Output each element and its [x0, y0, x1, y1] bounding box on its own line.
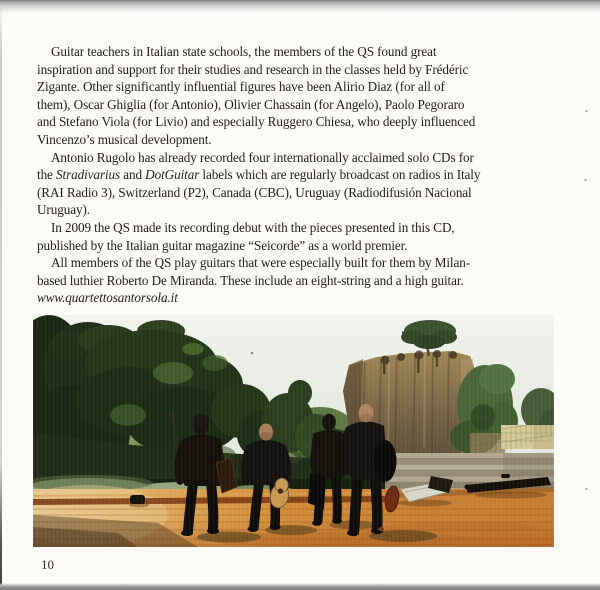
text-segment: All members of the QS play guitars that were especially built for them by Milan- [51, 255, 471, 271]
text-line [37, 166, 547, 184]
band-photo-illustration [33, 315, 554, 547]
text-line [37, 272, 547, 290]
text-segment: them), Oscar Ghiglia (for Antonio), Olivier Chassain (for Angelo), Paolo Pegoraro [37, 96, 465, 112]
text-segment: the [37, 167, 57, 183]
text-line [37, 96, 547, 114]
text-segment: Zigante. Other significantly influential figures have been Alirio Diaz (for all of [37, 79, 445, 95]
text-segment: Guitar teachers in Italian state schools, the members of the QS found great [51, 44, 437, 59]
text-line [37, 184, 547, 202]
text-segment: Stradivarius [56, 167, 121, 183]
text-line [37, 113, 547, 131]
text-segment: www.quartettosantorsola.it [37, 290, 178, 306]
text-line [37, 61, 547, 79]
text-segment: based luthier Roberto De Miranda. These include an eight-string and a high guitar. [37, 272, 464, 288]
text-segment: and [120, 167, 146, 183]
text-segment: Uruguay). [37, 202, 90, 218]
backpack [374, 440, 397, 482]
text-segment: DotGuitar [145, 167, 200, 183]
text-line [37, 237, 547, 255]
text-segment: and Stefano Viola (for Livio) and especially Ruggero Chiesa, who deeply influenced [37, 114, 476, 130]
text-line [37, 201, 547, 219]
scan-speck [585, 110, 588, 112]
scan-edge-bottom [0, 583, 600, 590]
head-3 [322, 414, 336, 431]
scan-speck [585, 488, 588, 490]
text-line [37, 149, 547, 167]
text-line [37, 219, 547, 237]
scan-edge-left [0, 0, 2, 590]
article-text [37, 43, 547, 307]
text-line [37, 43, 547, 61]
text-line [37, 254, 547, 272]
text-line [37, 289, 547, 307]
text-segment: inspiration and support for their studies and research in the classes held by Frédéric [37, 61, 469, 77]
text-segment: labels which are regularly broadcast on radios in Italy [199, 167, 481, 183]
page-number: 10 [41, 557, 54, 572]
band-photo [33, 315, 554, 547]
scan-speck [584, 179, 587, 181]
text-segment: (RAI Radio 3), Switzerland (P2), Canada (CBC), Uruguay (Radiodifusión Nacional [37, 184, 472, 200]
text-line [37, 78, 547, 96]
text-segment: published by the Italian guitar magazine “Seicorde” as a world premier. [37, 237, 408, 253]
text-segment: Vincenzo’s musical development. [37, 131, 212, 147]
text-segment: In 2009 the QS made its recording debut with the pieces presented in this CD, [51, 219, 455, 235]
text-segment: Antonio Rugolo has already recorded four internationally acclaimed solo CDs for [51, 149, 474, 165]
text-line [37, 131, 547, 149]
bird-speck [251, 352, 254, 355]
scan-edge-top [0, 0, 600, 14]
black-bag [308, 473, 326, 509]
